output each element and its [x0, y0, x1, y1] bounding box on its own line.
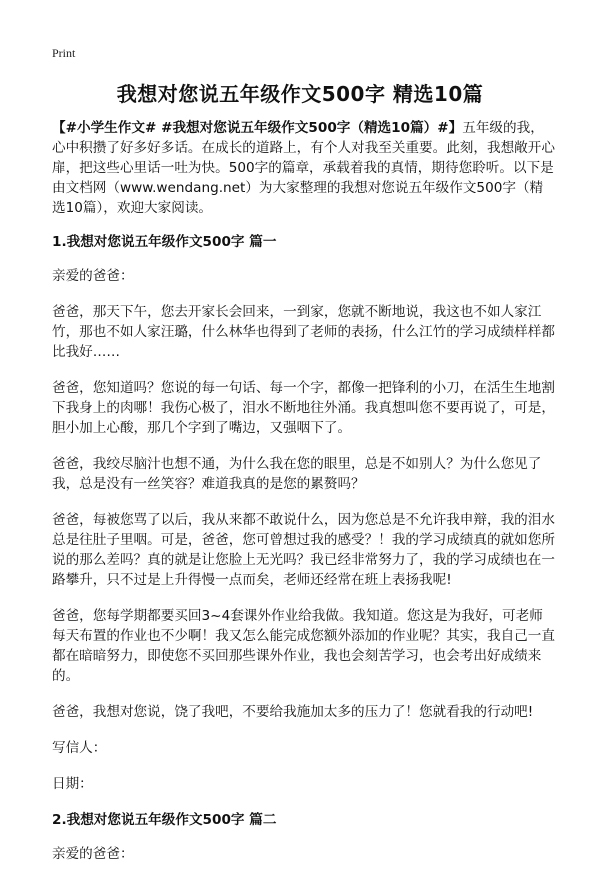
- document-title: 我想对您说五年级作文500字 精选10篇: [116, 82, 484, 106]
- body-paragraph: 爸爸，每被您骂了以后，我从来都不敢说什么，因为您总是不允许我申辩，我的泪水总是往肚子里咽。可是，爸爸，您可曾想过我的感受？！我的学习成绩真的就如您所说的那么差吗？真的就是让您脸上无光吗？我已经非常努力了，我的学习成绩也在一路攀升，只不过是上升得慢一点而矣，老师还经常在班上表扬我呢!: [52, 512, 555, 588]
- document-body: [52, 118, 556, 880]
- print-label[interactable]: Print: [52, 46, 76, 60]
- signature-line: 写信人：: [52, 740, 107, 756]
- body-paragraph: 爸爸，我绞尽脑汁也想不通，为什么我在您的眼里，总是不如别人？为什么您见了我，总是没有一丝笑容？难道我真的是您的累赘吗？: [52, 456, 542, 492]
- date-line: 日期：: [52, 776, 93, 792]
- body-paragraph: 爸爸，您每学期都要买回3~4套课外作业给我做。我知道。您这是为我好，可老师每天布置的作业也不少啊！我又怎么能完成您额外添加的作业呢？其实，我自己一直都在暗暗努力，即使您不买回那些课外作业，我也会刻苦学习，也会考出好成绩来的。: [52, 608, 555, 684]
- article-heading: 2.我想对您说五年级作文500字 篇二: [52, 812, 277, 828]
- salutation: 亲爱的爸爸：: [52, 268, 134, 284]
- intro-text: 五年级的我，心中积攒了好多好多话。在成长的道路上，有个人对我至关重要。此刻，我想敞开心扉，把这些心里话一吐为快。500字的篇章，承载着我的真情，期待您聆听。以下是由文档网（www.wendang.net）为大家整理的我想对您说五年级作文500字（精选10篇），欢迎大家阅读。: [52, 120, 555, 216]
- body-paragraph: 爸爸，那天下午，您去开家长会回来，一到家，您就不断地说，我这也不如人家江竹，那也不如人家汪璐，什么林华也得到了老师的表扬，什么江竹的学习成绩样样都比我好……: [52, 304, 555, 360]
- article-heading: 1.我想对您说五年级作文500字 篇一: [52, 234, 277, 250]
- intro-paragraph: [52, 118, 556, 218]
- body-paragraph: 爸爸，我想对您说，饶了我吧，不要给我施加太多的压力了！您就看我的行动吧!: [52, 704, 534, 720]
- intro-tag: 【#小学生作文# #我想对您说五年级作文500字（精选10篇）#】: [52, 120, 463, 136]
- salutation: 亲爱的爸爸：: [52, 846, 134, 862]
- body-paragraph: 爸爸，您知道吗？您说的每一句话、每一个字，都像一把锋利的小刀，在活生生地割下我身上的肉哪！我伤心极了，泪水不断地往外涌。我真想叫您不要再说了，可是，胆小加上心酸，那几个字到了嘴边，又强咽下了。: [52, 380, 555, 436]
